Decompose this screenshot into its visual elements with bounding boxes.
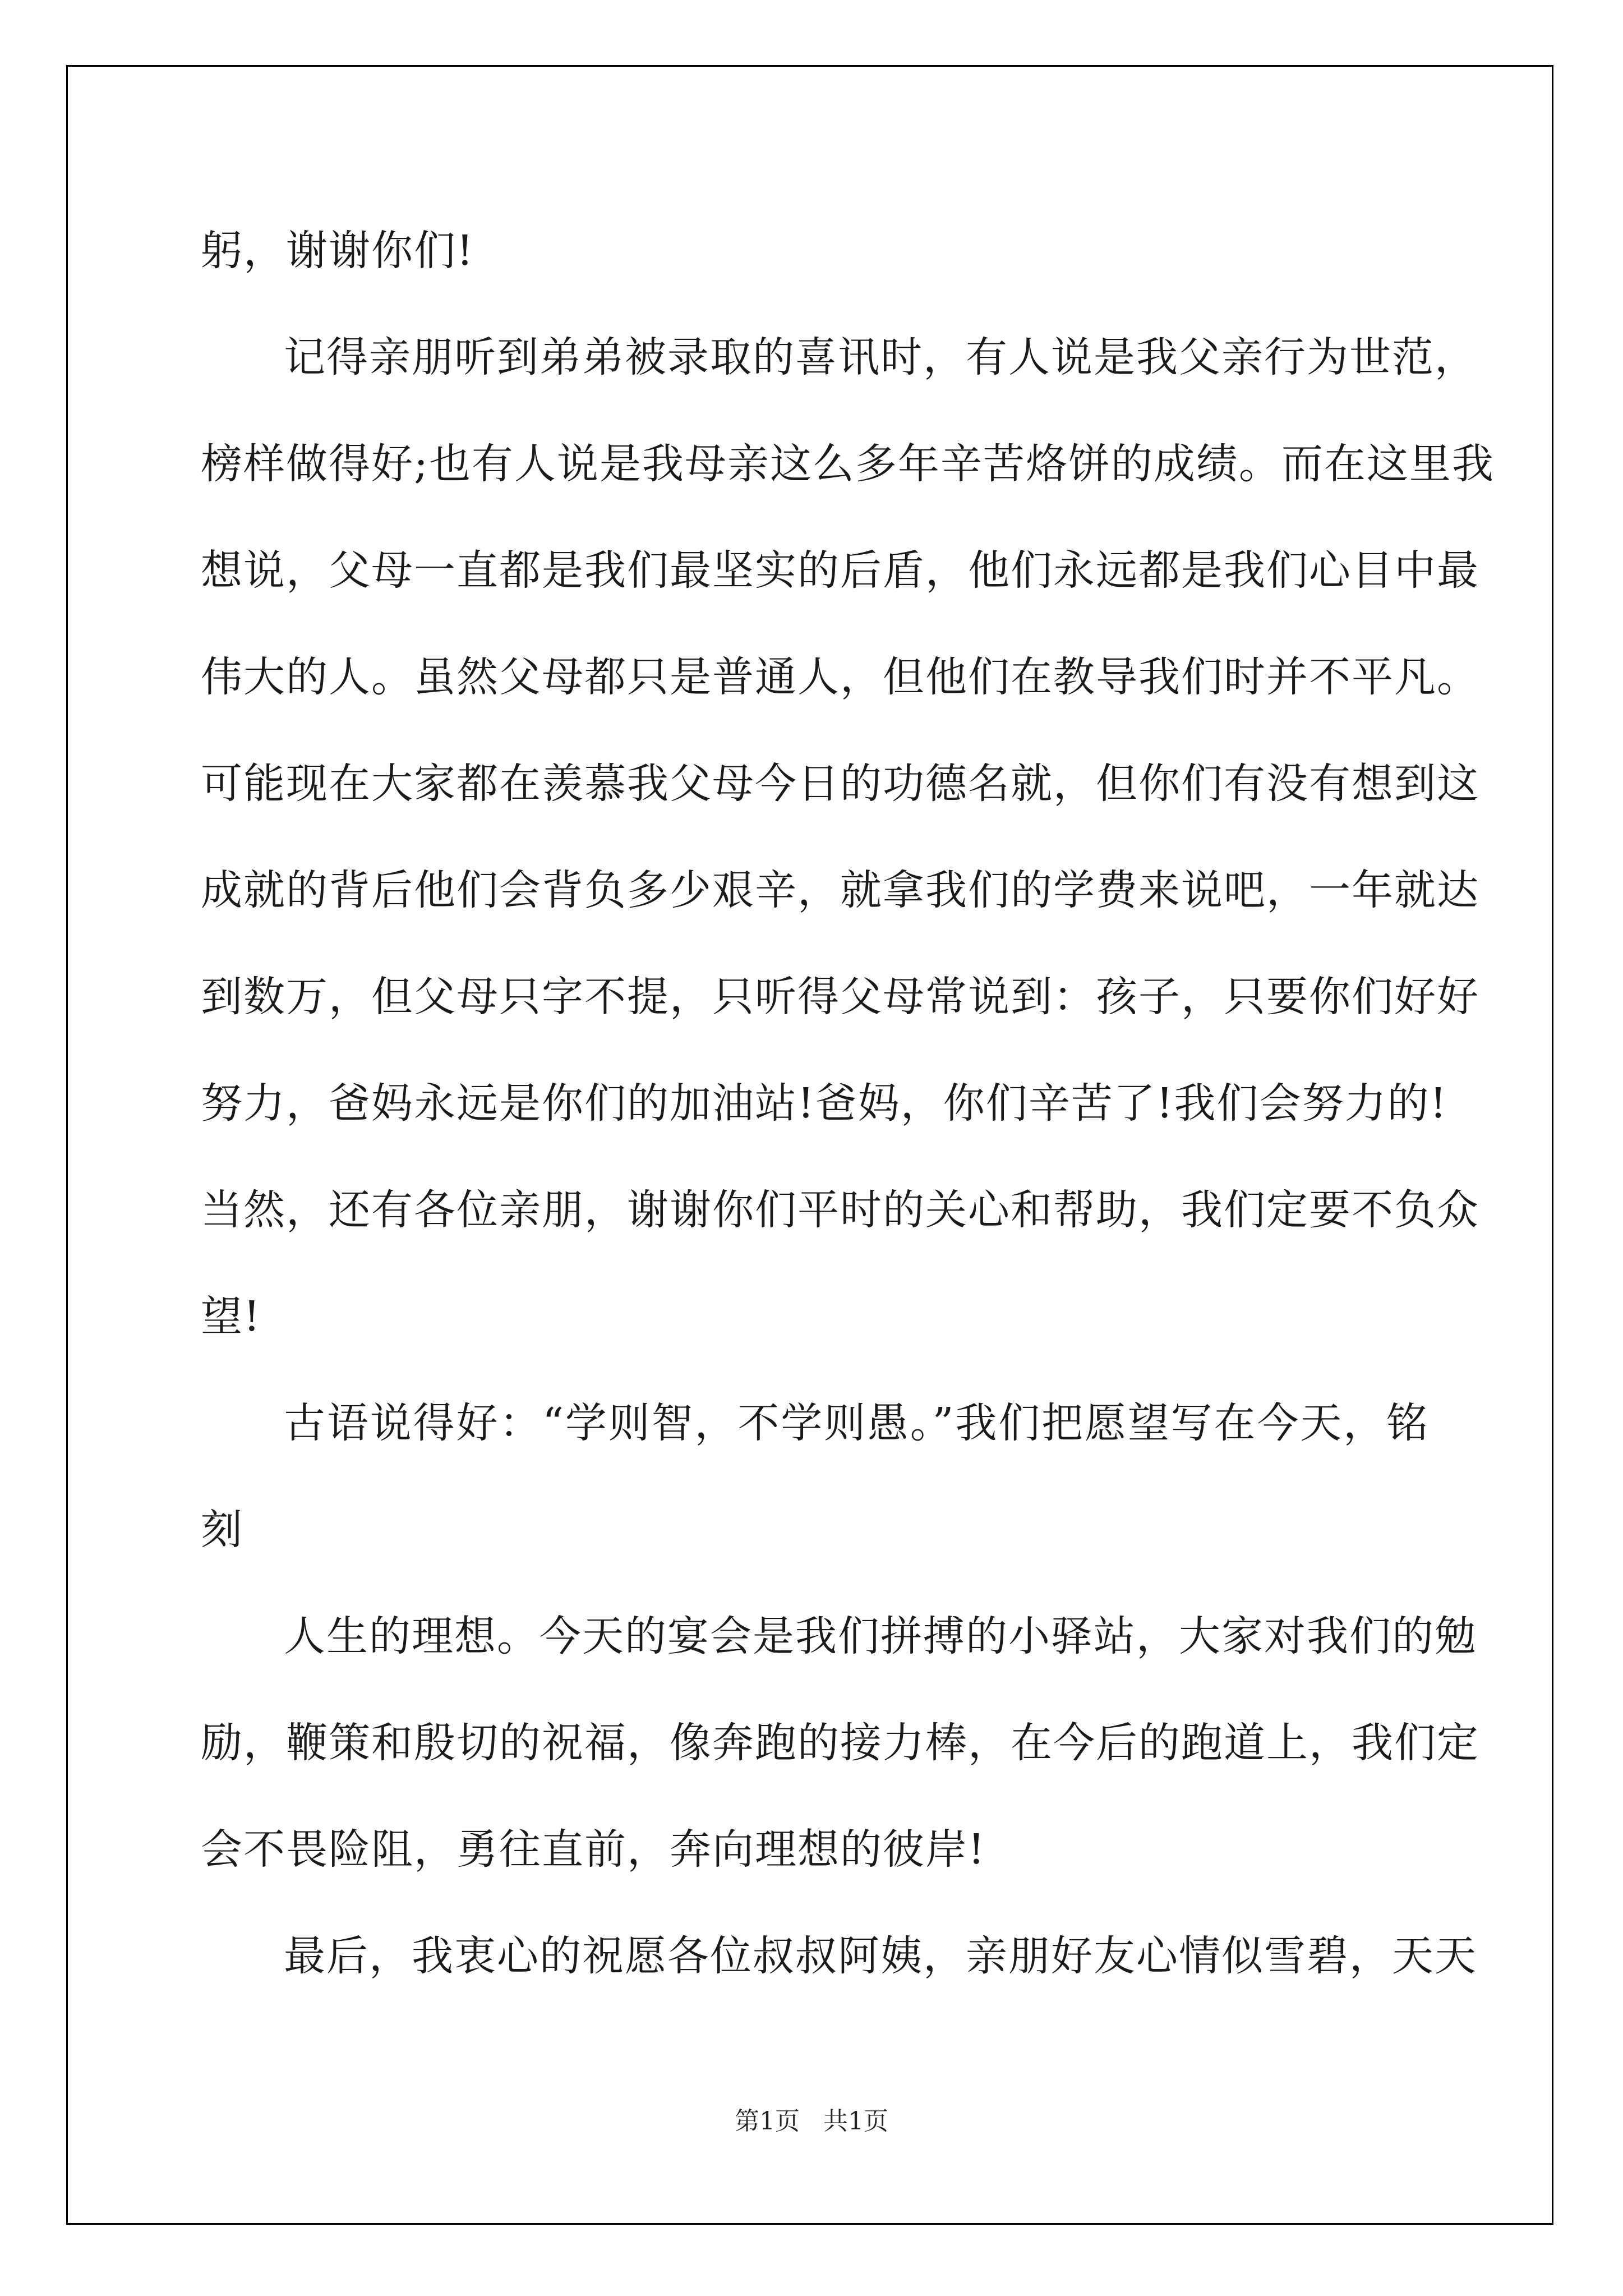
text-line: 想说，父母一直都是我们最坚实的后盾，他们永远都是我们心目中最 (201, 546, 1479, 595)
text-line: 刻 (201, 1506, 243, 1554)
text-line: 当然，还有各位亲朋，谢谢你们平时的关心和帮助，我们定要不负众 (201, 1186, 1479, 1234)
text-line: 人生的理想。今天的宴会是我们拼搏的小驿站，大家对我们的勉 (284, 1612, 1477, 1660)
text-line: 躬，谢谢你们! (201, 227, 474, 275)
text-line: 励，鞭策和殷切的祝福，像奔跑的接力棒，在今后的跑道上，我们定 (201, 1719, 1479, 1767)
text-line: 到数万，但父母只字不提，只听得父母常说到：孩子，只要你们好好 (201, 973, 1479, 1021)
text-line: 记得亲朋听到弟弟被录取的喜讯时，有人说是我父亲行为世范， (284, 333, 1477, 381)
text-line: 会不畏险阻，勇往直前，奔向理想的彼岸! (201, 1825, 986, 1874)
text-line: 最后，我衷心的祝愿各位叔叔阿姨，亲朋好友心情似雪碧，天天 (284, 1932, 1477, 1980)
text-line: 古语说得好：“学则智，不学则愚。”我们把愿望写在今天，铭 (284, 1399, 1429, 1447)
text-line: 榜样做得好;也有人说是我母亲这么多年辛苦烙饼的成绩。而在这里我 (201, 440, 1495, 488)
page-footer (0, 2105, 1623, 2138)
text-line: 努力，爸妈永远是你们的加油站!爸妈，你们辛苦了!我们会努力的! (201, 1079, 1448, 1128)
text-line: 望! (201, 1292, 261, 1341)
text-line: 伟大的人。虽然父母都只是普通人，但他们在教导我们时并不平凡。 (201, 653, 1479, 701)
page-number: 第1页 (735, 2107, 800, 2136)
text-line: 成就的背后他们会背负多少艰辛，就拿我们的学费来说吧，一年就达 (201, 866, 1479, 914)
page-total: 共1页 (823, 2107, 888, 2136)
text-line: 可能现在大家都在羡慕我父母今日的功德名就，但你们有没有想到这 (201, 760, 1479, 808)
